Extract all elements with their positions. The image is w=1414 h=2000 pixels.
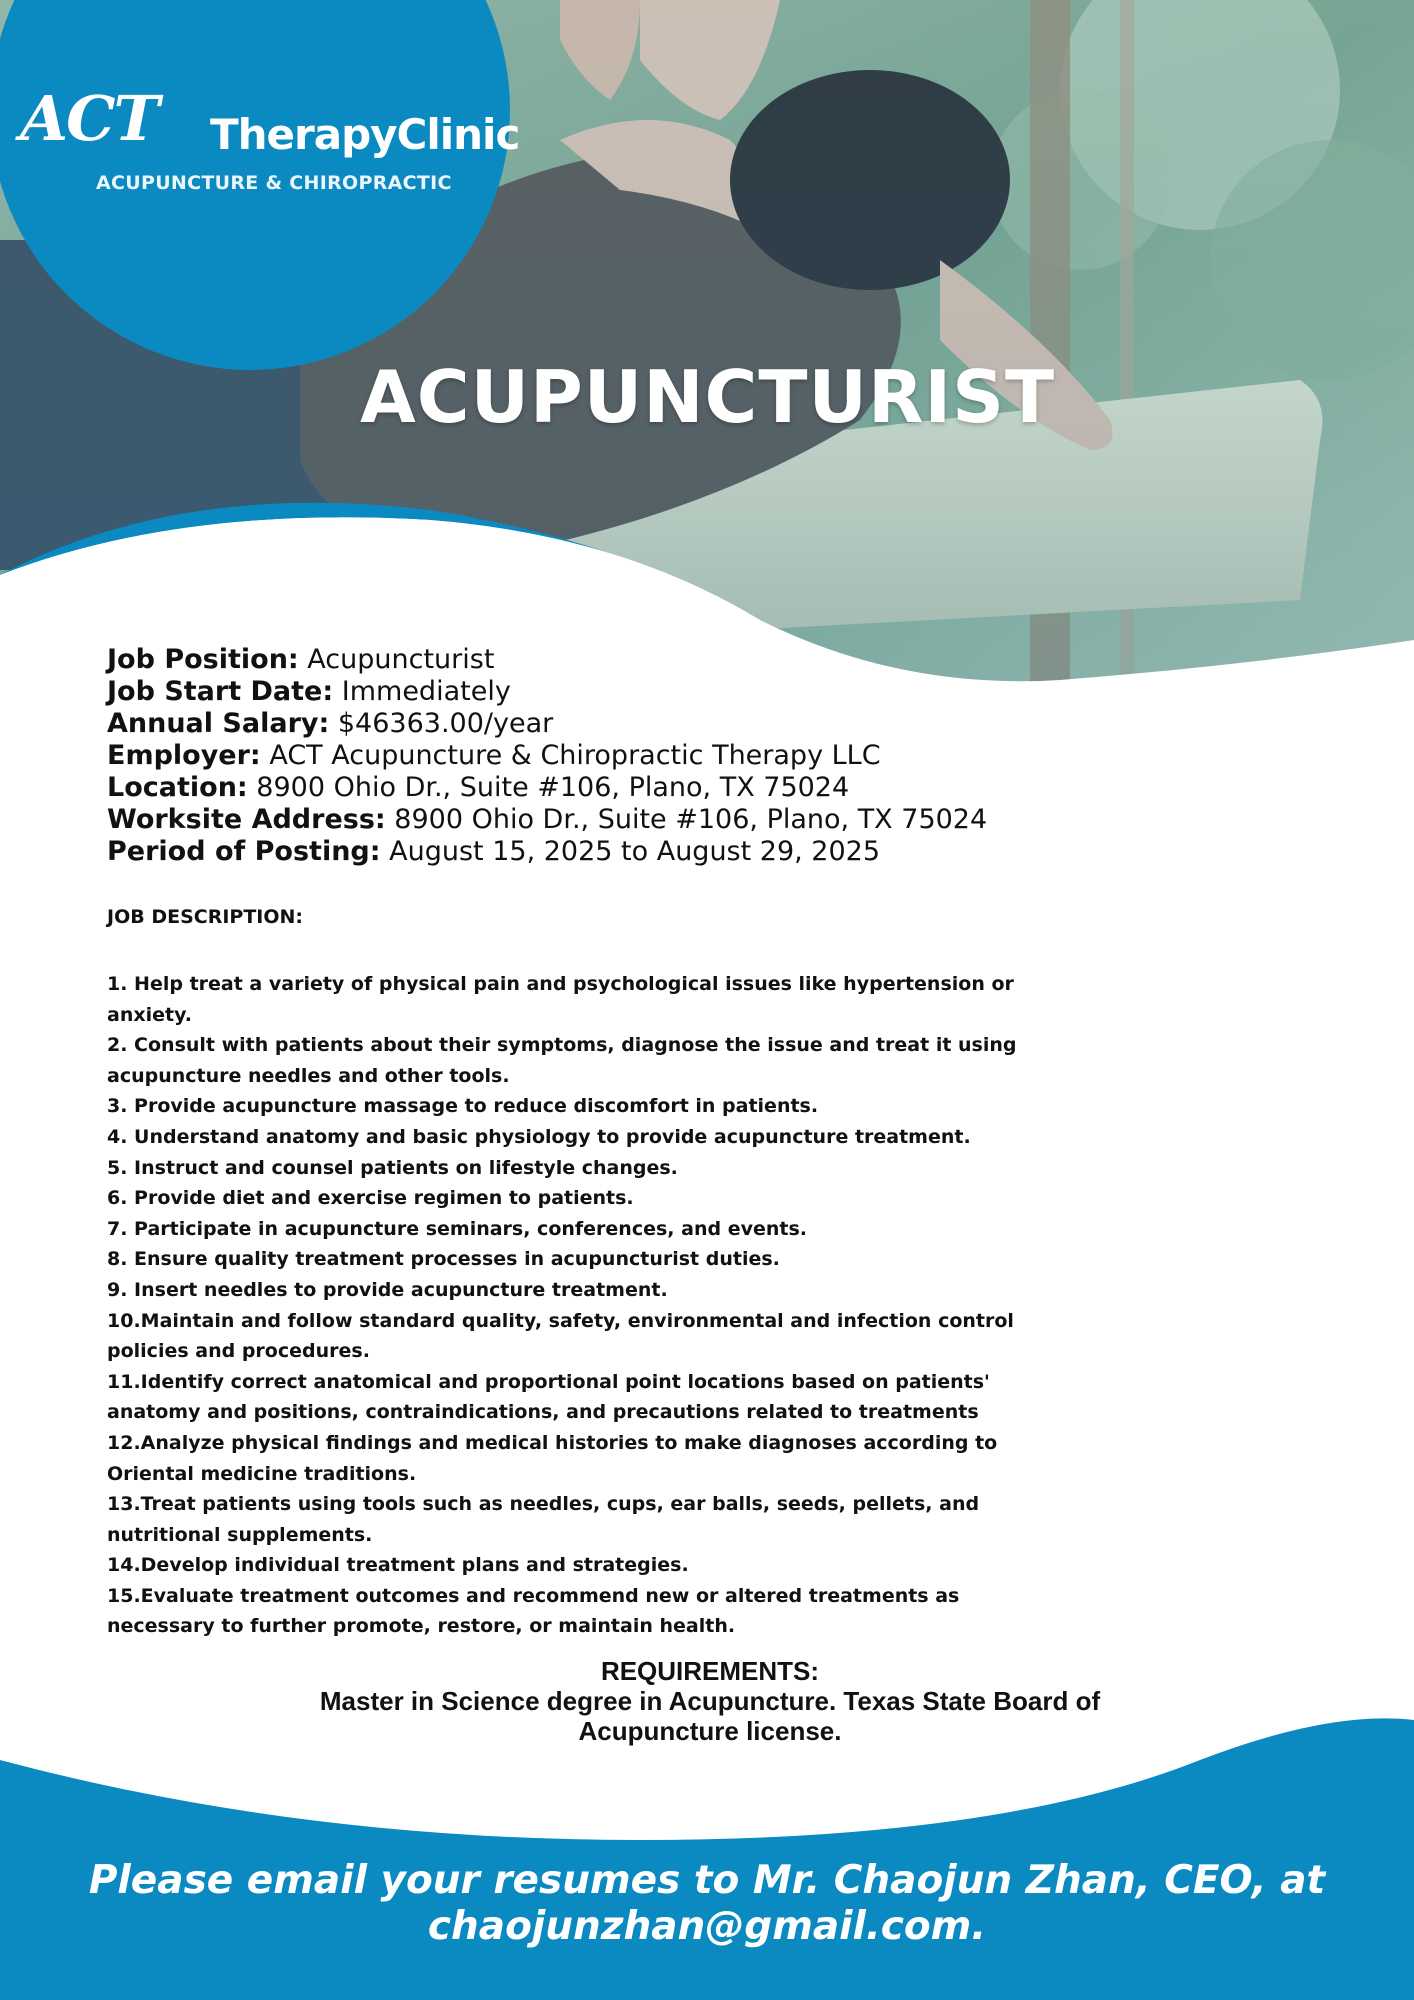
duty-line: 13.Treat patients using tools such as needles, cups, ear balls, seeds, pellets, and	[107, 1493, 980, 1516]
logo-name: TherapyClinic	[210, 110, 520, 159]
job-duties-list	[107, 969, 1027, 1642]
cta-line: Please email your resumes to Mr. Chaojun Zhan, CEO, at	[88, 1858, 1326, 1903]
requirements-block	[260, 1656, 1160, 1746]
detail-row	[107, 676, 1157, 708]
duty-line: anatomy and positions, contraindications, and precautions related to treatments	[107, 1401, 979, 1424]
detail-value: Immediately	[333, 676, 511, 707]
detail-row	[107, 708, 1157, 740]
logo-mark: ACT	[20, 82, 158, 155]
duty-line: 2. Consult with patients about their symptoms, diagnose the issue and treat it using	[107, 1034, 1017, 1057]
detail-label: Annual Salary:	[107, 708, 330, 739]
detail-row	[107, 836, 1157, 868]
job-description-heading: JOB DESCRIPTION:	[107, 906, 304, 928]
detail-value: ACT Acupuncture & Chiropractic Therapy LLC	[260, 740, 881, 771]
duty-line: Oriental medicine traditions.	[107, 1462, 417, 1485]
detail-label: Job Start Date:	[107, 676, 334, 707]
requirements-heading: REQUIREMENTS:	[600, 1656, 820, 1686]
duty-line: nutritional supplements.	[107, 1523, 373, 1546]
detail-row	[107, 740, 1157, 772]
duty-line: 8. Ensure quality treatment processes in acupuncturist duties.	[107, 1248, 780, 1271]
clinic-logo	[20, 82, 540, 202]
detail-row	[107, 772, 1157, 804]
detail-row	[107, 644, 1157, 676]
logo-tagline: ACUPUNCTURE & CHIROPRACTIC	[96, 172, 452, 194]
requirements-line: Acupuncture license.	[578, 1716, 842, 1746]
duty-line: 9. Insert needles to provide acupuncture treatment.	[107, 1278, 668, 1301]
duty-line: 11.Identify correct anatomical and proportional point locations based on patients'	[107, 1370, 990, 1393]
detail-label: Job Position:	[107, 644, 299, 675]
duty-line: 5. Instruct and counsel patients on lifestyle changes.	[107, 1156, 678, 1179]
detail-value: Acupuncturist	[298, 644, 495, 675]
job-details	[107, 644, 1157, 868]
duty-line: 7. Participate in acupuncture seminars, conferences, and events.	[107, 1217, 807, 1240]
detail-label: Period of Posting:	[107, 836, 381, 867]
cta-email: chaojunzhan@gmail.com.	[427, 1904, 987, 1949]
detail-label: Employer:	[107, 740, 261, 771]
duty-line: 10.Maintain and follow standard quality, safety, environmental and infection control	[107, 1309, 1014, 1332]
duty-line: 4. Understand anatomy and basic physiology to provide acupuncture treatment.	[107, 1125, 971, 1148]
detail-value: 8900 Ohio Dr., Suite #106, Plano, TX 75024	[247, 772, 850, 803]
detail-row	[107, 804, 1157, 836]
detail-label: Worksite Address:	[107, 804, 386, 835]
detail-value: August 15, 2025 to August 29, 2025	[380, 836, 881, 867]
duty-line: 15.Evaluate treatment outcomes and recommend new or altered treatments as	[107, 1584, 960, 1607]
contact-cta	[60, 1858, 1354, 1950]
duty-line: policies and procedures.	[107, 1340, 370, 1363]
job-title-heading: ACUPUNCTURIST	[360, 355, 1056, 439]
duty-line: 3. Provide acupuncture massage to reduce discomfort in patients.	[107, 1095, 819, 1118]
detail-value: 8900 Ohio Dr., Suite #106, Plano, TX 75024	[385, 804, 988, 835]
duty-line: 1. Help treat a variety of physical pain and psychological issues like hypertension or	[107, 973, 1014, 995]
duty-line: 12.Analyze physical findings and medical histories to make diagnoses according to	[107, 1431, 998, 1454]
duty-line: 14.Develop individual treatment plans and strategies.	[107, 1554, 689, 1577]
duty-line: 6. Provide diet and exercise regimen to patients.	[107, 1187, 634, 1210]
duty-line: anxiety.	[107, 1003, 192, 1026]
detail-value: $46363.00/year	[329, 708, 554, 739]
detail-label: Location:	[107, 772, 248, 803]
duty-line: necessary to further promote, restore, or maintain health.	[107, 1615, 736, 1638]
duty-line: acupuncture needles and other tools.	[107, 1064, 510, 1087]
requirements-line: Master in Science degree in Acupuncture. Texas State Board of	[319, 1686, 1101, 1716]
